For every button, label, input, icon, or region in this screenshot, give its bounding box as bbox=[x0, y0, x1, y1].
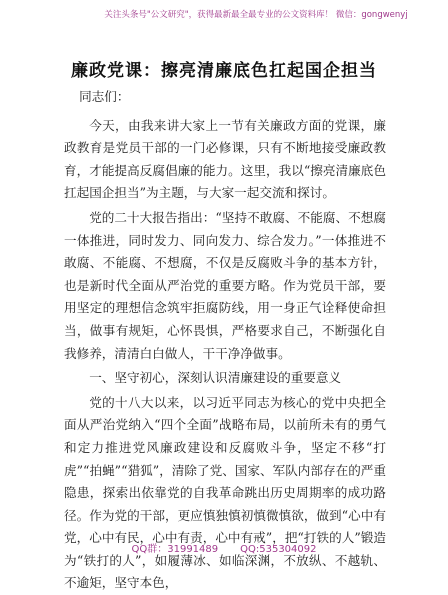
paragraph-report: 党的二十大报告指出：“坚持不敢腐、不能腐、不想腐一体推进，同时发力、同向发力、综合发力。”一体推进不敢腐、不能腐、不想腐，不仅是反腐败斗争的基本方针，也是新时代全面从严治党的重要方略。作为党员干部，要用坚定的理想信念筑牢拒腐防线，用一身正气诠释使命担当，做事有规矩，心怀畏惧，严格要求自己，不断强化自我修养，清清白白做人，干干净净做事。 bbox=[64, 209, 386, 361]
footer-qq-group: QQ群：31991489 bbox=[131, 544, 219, 555]
page-title: 廉政党课：擦亮清廉底色扛起国企担当 bbox=[71, 61, 377, 81]
greeting: 同志们： bbox=[79, 89, 130, 104]
paragraph-intro: 今天，由我来讲大家上一节有关廉政方面的党课，廉政教育是党员干部的一门必修课，只有不断地接受廉政教育，才能提高反腐倡廉的能力。这里，我以“擦亮清廉底色扛起国企担当”为主题，与大家一起交流和探讨。 bbox=[64, 117, 386, 201]
section-heading-1: 一、坚守初心，深刻认识清廉建设的重要意义 bbox=[89, 370, 342, 386]
document-body bbox=[64, 86, 386, 595]
paragraph-eighteenth-congress: 党的十八大以来，以习近平同志为核心的党中央把全面从严治党纳入“四个全面”战略布局，以前所未有的勇气和定力推进党风廉政建设和反腐败斗争，坚定不移“打虎”“拍蝇”“猎狐”，清除了党、国家、军队内部存在的严重隐患，探索出依靠党的自我革命跳出历史周期率的成功路径。作为党的干部，更应慎独慎初慎微慎欲，做到“心中有党，心中有民，心中有责，心中有戒”，把“打铁的人”锻造为“铁打的人”，如履薄冰、如临深渊，不放纵、不越轨、不逾矩，坚守本色， bbox=[64, 394, 386, 591]
footer-qq: QQ:535304092 bbox=[240, 544, 317, 555]
header-note: 关注头条号"公文研究"，获得最新最全最专业的公文资料库！ 微信：gongwenyj bbox=[104, 10, 408, 20]
footer-contact bbox=[0, 540, 448, 555]
